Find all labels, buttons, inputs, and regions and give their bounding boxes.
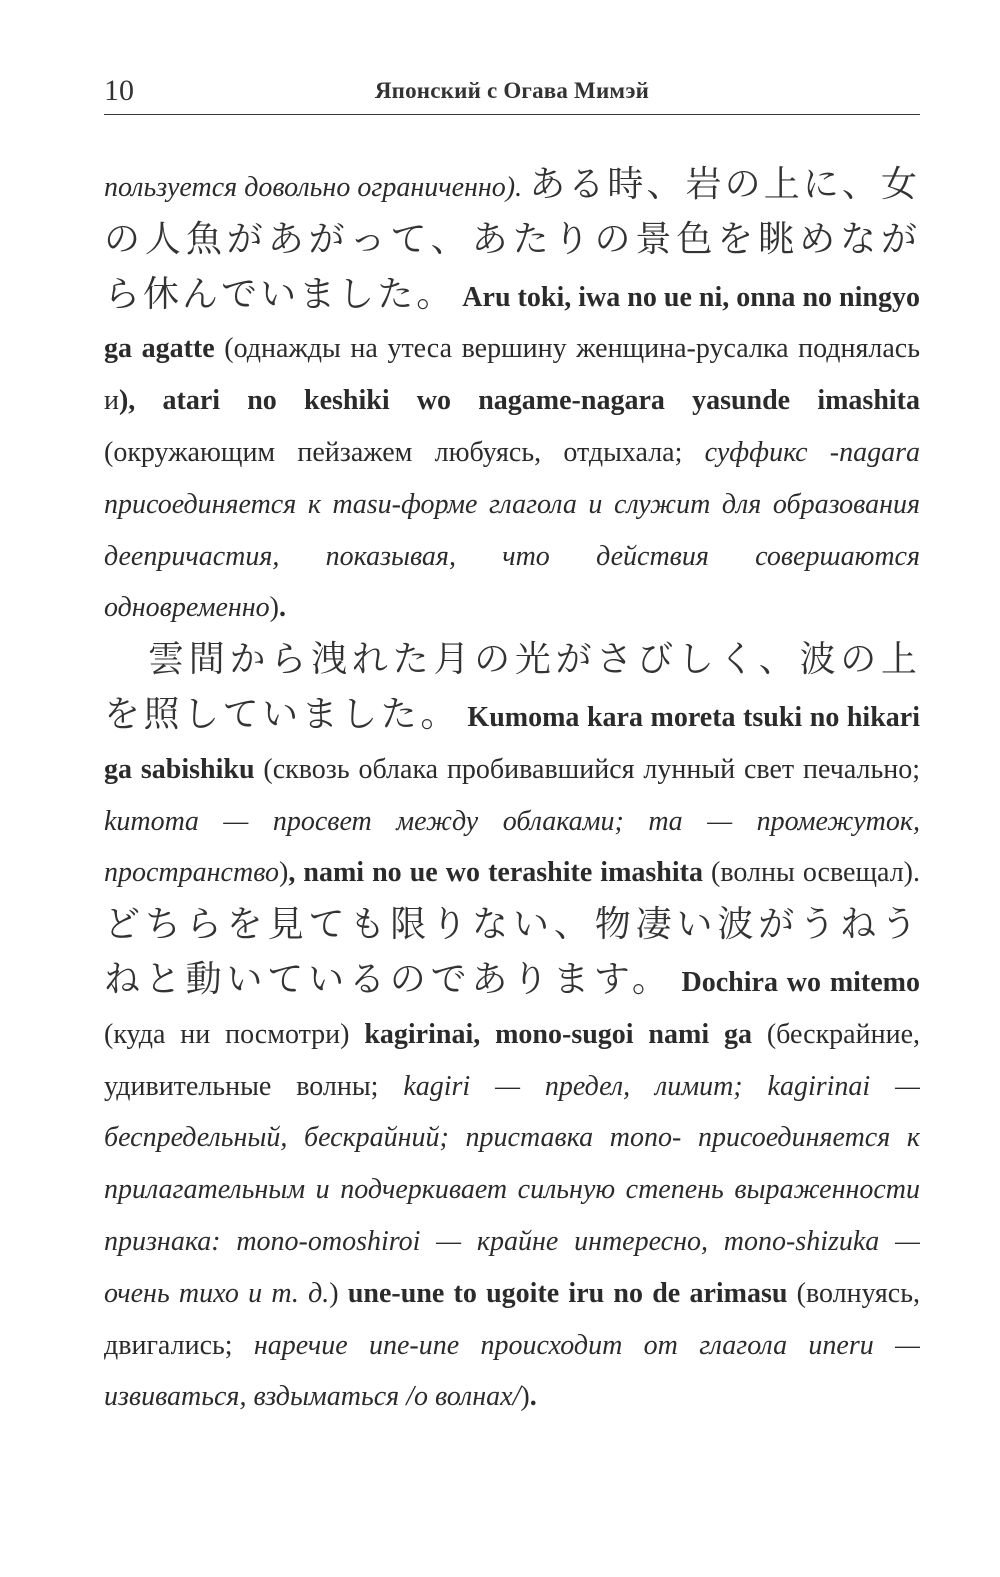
translation-text: ) — [329, 1277, 348, 1309]
romaji-bold: , nami no ue wo terashite imashita — [288, 857, 703, 889]
book-page — [104, 70, 920, 1550]
romaji-bold: Kumoma kara moreta tsuki no hikari ga sabishiku — [104, 701, 920, 785]
japanese-text: どちらを見ても限りない、物凄い波がうねうねと動いているのであります。 — [104, 904, 920, 1000]
translation-text: (сквозь облака пробивавшийся лунный свет печально; — [254, 753, 920, 785]
commentary-italic: суффикс -nagara присоединяется к masu-форме глагола и служит для образования деепричастия, показывая, что действия совершаются одновременно — [104, 436, 920, 624]
paragraph — [104, 634, 920, 1423]
translation-text: (волны освещал). — [702, 857, 920, 889]
japanese-text: ある時、岩の上に、女の人魚があがって、あたりの景色を眺めながら休んでいました。 — [104, 164, 920, 315]
romaji-bold: ), atari no keshiki wo nagame-nagara yasunde imashita — [118, 385, 920, 417]
running-title: Японский с Огава Мимэй — [374, 78, 650, 103]
paragraph — [104, 159, 920, 634]
translation-text: (волнуясь, двигались; — [104, 1277, 920, 1361]
commentary-italic: kagiri — предел, лимит; kagirinai — беспредельный, бескрайний; приставка mono- присоединяется к прилагательным и подчеркивает сильную степень выраженности признака: mono-omoshiroi — крайне интересно, mono-shizuka — очень тихо и т. д. — [104, 1070, 920, 1309]
translation-text: (бескрайние, удивительные волны; — [104, 1018, 920, 1102]
commentary-italic: kumoma — просвет между облаками; ma — промежуток, пространство — [104, 805, 920, 889]
romaji-bold: Aru toki, iwa no ue ni, onna no ningyo ga agatte — [104, 281, 920, 365]
translation-text: ) — [269, 592, 279, 624]
translation-text: (окружающим пейзажем любуясь, отдыхала; — [104, 436, 705, 468]
body-text — [104, 159, 920, 1423]
translation-text: ) — [520, 1381, 530, 1413]
romaji-bold: Dochira wo mitemo — [672, 966, 920, 998]
romaji-bold: kagirinai, mono-sugoi nami ga — [364, 1018, 752, 1050]
commentary-italic: пользуется довольно ограниченно). — [104, 172, 530, 203]
commentary-italic: наречие une-une происходит от глагола uneru — извиваться, вздыматься /о волнах/ — [104, 1329, 920, 1413]
translation-text: (куда ни посмотри) — [104, 1018, 365, 1050]
romaji-bold: . — [529, 1381, 537, 1413]
translation-text: ) — [278, 857, 289, 889]
translation-text: (однажды на утеса вершину женщина-русалка поднялась и — [104, 333, 920, 417]
romaji-bold: . — [278, 592, 286, 624]
romaji-bold: une-une to ugoite iru no de arimasu — [347, 1277, 788, 1309]
page-number: 10 — [104, 74, 134, 107]
page-header — [104, 70, 920, 115]
japanese-text: 雲間から洩れた月の光がさびしく、波の上を照していました。 — [104, 639, 920, 735]
